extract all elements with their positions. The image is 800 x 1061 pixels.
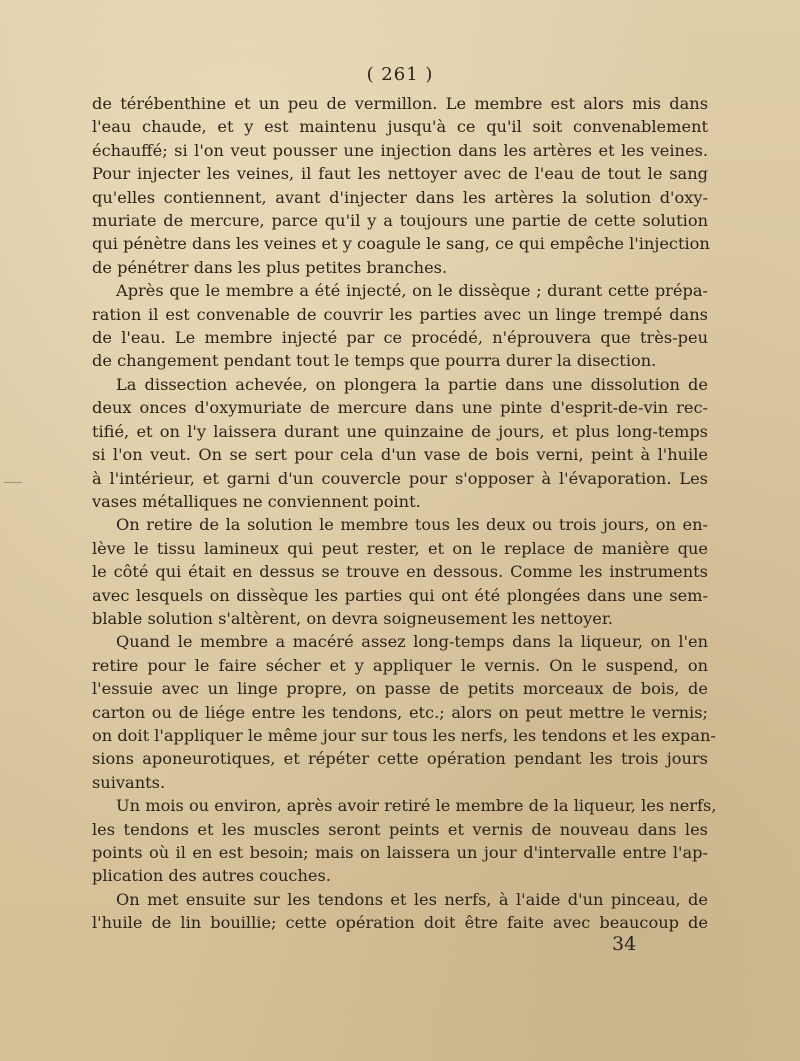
text-line: suivants. <box>92 772 166 792</box>
text-line: à l'intérieur, et garni d'un couvercle pour s'opposer à l'évaporation. Les <box>92 468 708 488</box>
text-line: de l'eau. Le membre injecté par ce procédé, n'éprouvera que très-peu <box>92 328 708 348</box>
text-line: Un mois ou environ, après avoir retiré le membre de la liqueur, les nerfs, <box>116 796 717 816</box>
text-line: avec lesquels on dissèque les parties qui ont été plongées dans une sem- <box>92 585 708 605</box>
paragraph <box>92 279 708 373</box>
text-line: qu'elles contiennent, avant d'injecter dans les artères la solution d'oxy- <box>92 187 708 207</box>
paragraph <box>92 92 708 279</box>
signature-mark: 34 <box>612 933 637 955</box>
paragraph <box>92 630 716 794</box>
text-line: La dissection achevée, on plongera la partie dans une dissolution de <box>116 374 708 394</box>
page-number: ( 261 ) <box>366 64 434 85</box>
text-line: ration il est convenable de couvrir les parties avec un linge trempé dans <box>92 304 708 324</box>
paragraph <box>92 794 717 888</box>
text-line: blable solution s'altèrent, on devra soigneusement les nettoyer. <box>92 608 613 628</box>
text-line: On met ensuite sur les tendons et les nerfs, à l'aide d'un pinceau, de <box>116 889 708 909</box>
text-line: Pour injecter les veines, il faut les nettoyer avec de l'eau de tout le sang <box>92 164 708 184</box>
text-line: l'essuie avec un linge propre, on passe de petits morceaux de bois, de <box>92 679 708 699</box>
text-line: tifié, et on l'y laissera durant une quinzaine de jours, et plus long-temps <box>92 421 708 441</box>
text-line: Quand le membre a macéré assez long-temps dans la liqueur, on l'en <box>116 632 708 652</box>
text-line: muriate de mercure, parce qu'il y a toujours une partie de cette solution <box>92 211 708 231</box>
text-line: vases métalliques ne conviennent point. <box>92 491 421 511</box>
paragraph <box>92 888 708 935</box>
text-line: carton ou de liége entre les tendons, etc.; alors on peut mettre le vernis; <box>92 702 708 722</box>
text-line: sions aponeurotiques, et répéter cette opération pendant les trois jours <box>92 749 708 769</box>
text-line: de pénétrer dans les plus petites branches. <box>92 257 448 277</box>
text-line: de changement pendant tout le temps que pourra durer la disection. <box>92 351 657 371</box>
text-line: si l'on veut. On se sert pour cela d'un vase de bois verni, peint à l'huile <box>92 445 708 465</box>
paragraph <box>92 373 708 513</box>
margin-mark <box>4 482 22 483</box>
text-line: qui pénètre dans les veines et y coagule le sang, ce qui empêche l'injection <box>92 234 710 254</box>
text-body <box>92 92 717 935</box>
text-line: l'huile de lin bouillie; cette opération doit être faite avec beaucoup de <box>92 913 708 933</box>
text-line: les tendons et les muscles seront peints et vernis de nouveau dans les <box>92 819 708 839</box>
text-line: points où il en est besoin; mais on laissera un jour d'intervalle entre l'ap- <box>92 843 708 862</box>
text-line: l'eau chaude, et y est maintenu jusqu'à ce qu'il soit convenablement <box>92 117 708 137</box>
paragraph <box>92 513 708 630</box>
text-line: deux onces d'oxymuriate de mercure dans une pinte d'esprit-de-vin rec- <box>92 398 708 418</box>
text-line: de térébenthine et un peu de vermillon. Le membre est alors mis dans <box>92 94 708 113</box>
text-line: lève le tissu lamineux qui peut rester, et on le replace de manière que <box>92 538 708 558</box>
text-line: Après que le membre a été injecté, on le dissèque ; durant cette prépa- <box>116 281 708 301</box>
text-line: plication des autres couches. <box>92 866 331 886</box>
text-line: le côté qui était en dessus se trouve en dessous. Comme les instruments <box>92 562 708 582</box>
text-line: on doit l'appliquer le même jour sur tous les nerfs, les tendons et les expan- <box>92 725 716 745</box>
text-line: On retire de la solution le membre tous les deux ou trois jours, on en- <box>116 515 708 535</box>
text-line: retire pour le faire sécher et y appliquer le vernis. On le suspend, on <box>92 655 708 675</box>
text-line: échauffé; si l'on veut pousser une injection dans les artères et les veines. <box>92 140 708 160</box>
